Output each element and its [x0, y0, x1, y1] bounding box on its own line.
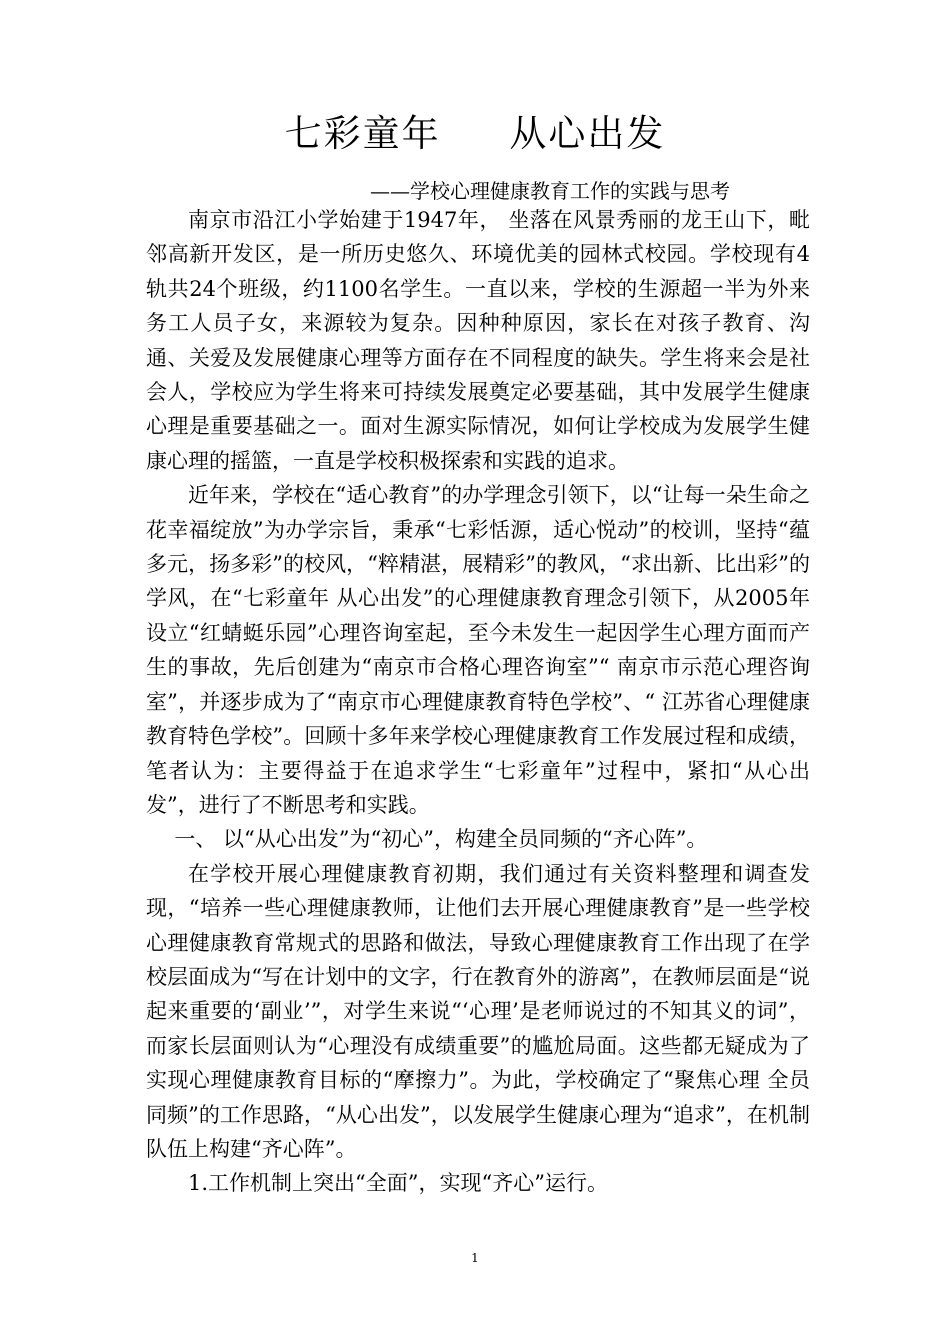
paragraph-philosophy: 近年来，学校在“适心教育”的办学理念引领下，以“让每一朵生命之花幸福绽放”为办学宗旨，秉承“七彩恬源，适心悦动”的校训，坚持“蕴多元，扬多彩”的校风，“粹精湛，展精彩”的教风，“求出新、比出彩”的学风，在“七彩童年 从心出发”的心理健康教育理念引领下，从2005年设立“红蜻蜓乐园”心理咨询室起，至今未发生一起因学生心理方面而产生的事故，先后创建为“南京市合格心理咨询室”“ 南京市示范心理咨询室”，并逐步成为了“南京市心理健康教育特色学校”、“ 江苏省心理健康教育特色学校”。回顾十多年来学校心理健康教育工作发展过程和成绩，笔者认为：主要得益于在追求学生“七彩童年”过程中，紧扣“从心出发”，进行了不断思考和实践。	[146, 483, 810, 817]
paragraph-intro: 南京市沿江小学始建于1947年， 坐落在风景秀丽的龙王山下，毗邻高新开发区，是一所历史悠久、环境优美的园林式校园。学校现有4轨共24个班级，约1100名学生。一直以来，学校的生源超一半为外来务工人员子女，来源较为复杂。因种种原因，家长在对孩子教育、沟通、关爱及发展健康心理等方面存在不同程度的缺失。学生将来会是社会人，学校应为学生将来可持续发展奠定必要基础，其中发展学生健康心理是重要基础之一。面对生源实际情况，如何让学校成为发展学生健康心理的摇篮，一直是学校积极探索和实践的追求。	[146, 208, 810, 473]
section-heading-1: 一、 以“从心出发”为“初心”，构建全员同频的“齐心阵”。	[174, 827, 708, 852]
page-number: 1	[471, 1251, 479, 1265]
subsection-heading-1-1: 1.工作机制上突出“全面”，实现“齐心”运行。	[188, 1171, 608, 1196]
document-title: 七彩童年 从心出发	[284, 112, 666, 155]
paragraph-early-stage: 在学校开展心理健康教育初期，我们通过有关资料整理和调查发现，“培养一些心理健康教师，让他们去开展心理健康教育”是一些学校心理健康教育常规式的思路和做法，导致心理健康教育工作出现了在学校层面成为“写在计划中的文字，行在教育外的游离”，在教师层面是“说起来重要的‘副业’”，对学生来说“‘心理’是老师说过的不知其义的词”，而家长层面则认为“心理没有成绩重要”的尴尬局面。这些都无疑成为了实现心理健康教育目标的“摩擦力”。为此，学校确定了“聚焦心理 全员同频”的工作思路，“从心出发”，以发展学生健康心理为“追求”，在机制队伍上构建“齐心阵”。	[146, 861, 810, 1161]
document-body	[146, 203, 810, 1201]
document-subtitle: ——学校心理健康教育工作的实践与思考	[370, 179, 730, 203]
